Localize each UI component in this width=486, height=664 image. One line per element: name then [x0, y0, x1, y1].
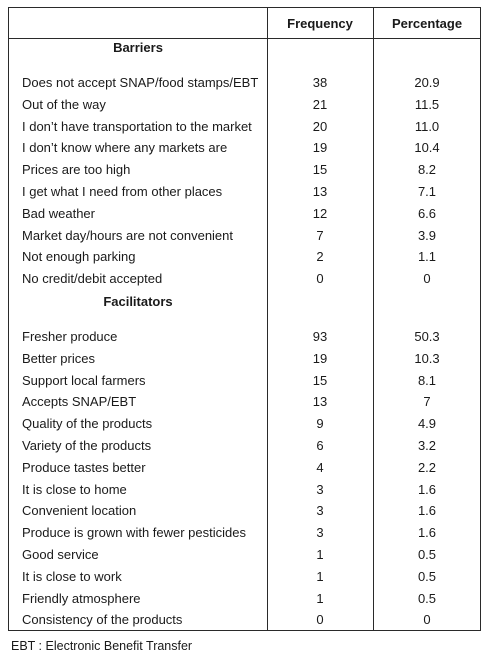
row-percentage: 10.3: [414, 350, 440, 366]
row-label: Consistency of the products: [22, 612, 183, 628]
row-label: Fresher produce: [22, 329, 118, 344]
row-label: Bad weather: [22, 205, 95, 221]
row-frequency: 13: [312, 184, 328, 199]
row-percentage: 1.1: [417, 249, 437, 265]
header-frequency: Frequency: [287, 16, 353, 31]
data-table: [8, 7, 481, 631]
row-frequency: 3: [316, 481, 324, 497]
row-percentage: 0: [423, 612, 431, 628]
row-frequency: 15: [312, 372, 328, 388]
row-percentage: 3.9: [417, 227, 437, 243]
row-percentage: 0.5: [417, 568, 437, 584]
row-frequency: 15: [312, 162, 328, 178]
row-percentage: 3.2: [417, 438, 437, 453]
row-label: Variety of the products: [22, 438, 152, 453]
row-label: Out of the way: [22, 96, 106, 112]
row-label: I don’t have transportation to the market: [22, 118, 252, 134]
row-frequency: 9: [316, 416, 324, 432]
header-percentage: Percentage: [391, 16, 463, 31]
row-percentage: 0: [423, 271, 431, 287]
row-frequency: 21: [312, 96, 328, 112]
row-percentage: 2.2: [417, 459, 437, 475]
row-percentage: 6.6: [417, 205, 437, 221]
row-percentage: 8.1: [417, 372, 437, 388]
row-label: Prices are too high: [22, 162, 131, 178]
row-percentage: 50.3: [414, 329, 440, 344]
row-label: Produce is grown with fewer pesticides: [22, 525, 246, 541]
row-label: Better prices: [22, 350, 95, 366]
row-frequency: 1: [316, 568, 324, 584]
row-frequency: 20: [312, 118, 328, 134]
row-frequency: 0: [316, 612, 324, 628]
row-percentage: 10.4: [414, 140, 440, 156]
row-frequency: 4: [316, 459, 324, 475]
row-label: Produce tastes better: [22, 459, 146, 475]
row-percentage: 8.2: [417, 162, 437, 178]
row-frequency: 12: [312, 205, 328, 221]
row-frequency: 7: [316, 227, 324, 243]
row-frequency: 13: [312, 394, 328, 410]
row-label: It is close to work: [22, 568, 122, 584]
row-frequency: 6: [316, 438, 324, 453]
row-label: I get what I need from other places: [22, 184, 223, 199]
row-label: It is close to home: [22, 481, 127, 497]
row-label: Convenient location: [22, 503, 137, 519]
row-percentage: 1.6: [417, 503, 437, 519]
footnote: EBT : Electronic Benefit Transfer: [11, 639, 193, 653]
row-frequency: 3: [316, 525, 324, 541]
section-title: Barriers: [113, 40, 163, 55]
row-label: I don’t know where any markets are: [22, 140, 228, 156]
row-label: Not enough parking: [22, 249, 136, 265]
row-frequency: 0: [316, 271, 324, 287]
row-frequency: 1: [316, 590, 324, 606]
row-percentage: 7: [423, 394, 431, 410]
row-label: Does not accept SNAP/food stamps/EBT: [22, 75, 259, 90]
section-title: Facilitators: [103, 294, 173, 309]
row-label: Friendly atmosphere: [22, 590, 141, 606]
row-label: Market day/hours are not convenient: [22, 227, 234, 243]
row-percentage: 11.0: [414, 118, 440, 134]
row-percentage: 1.6: [417, 481, 437, 497]
row-percentage: 4.9: [417, 416, 437, 432]
row-label: Quality of the products: [22, 416, 153, 432]
row-label: Accepts SNAP/EBT: [22, 394, 137, 410]
row-percentage: 20.9: [414, 75, 440, 90]
row-label: Good service: [22, 547, 99, 562]
row-frequency: 19: [312, 140, 328, 156]
row-frequency: 1: [316, 547, 324, 562]
row-label: Support local farmers: [22, 372, 146, 388]
row-frequency: 2: [316, 249, 324, 265]
row-percentage: 0.5: [417, 590, 437, 606]
row-percentage: 11.5: [414, 96, 440, 112]
row-percentage: 0.5: [417, 547, 437, 562]
row-label: No credit/debit accepted: [22, 271, 163, 287]
row-percentage: 1.6: [417, 525, 437, 541]
row-percentage: 7.1: [417, 184, 437, 199]
row-frequency: 3: [316, 503, 324, 519]
row-frequency: 93: [312, 329, 328, 344]
row-frequency: 19: [312, 350, 328, 366]
row-frequency: 38: [312, 75, 328, 90]
